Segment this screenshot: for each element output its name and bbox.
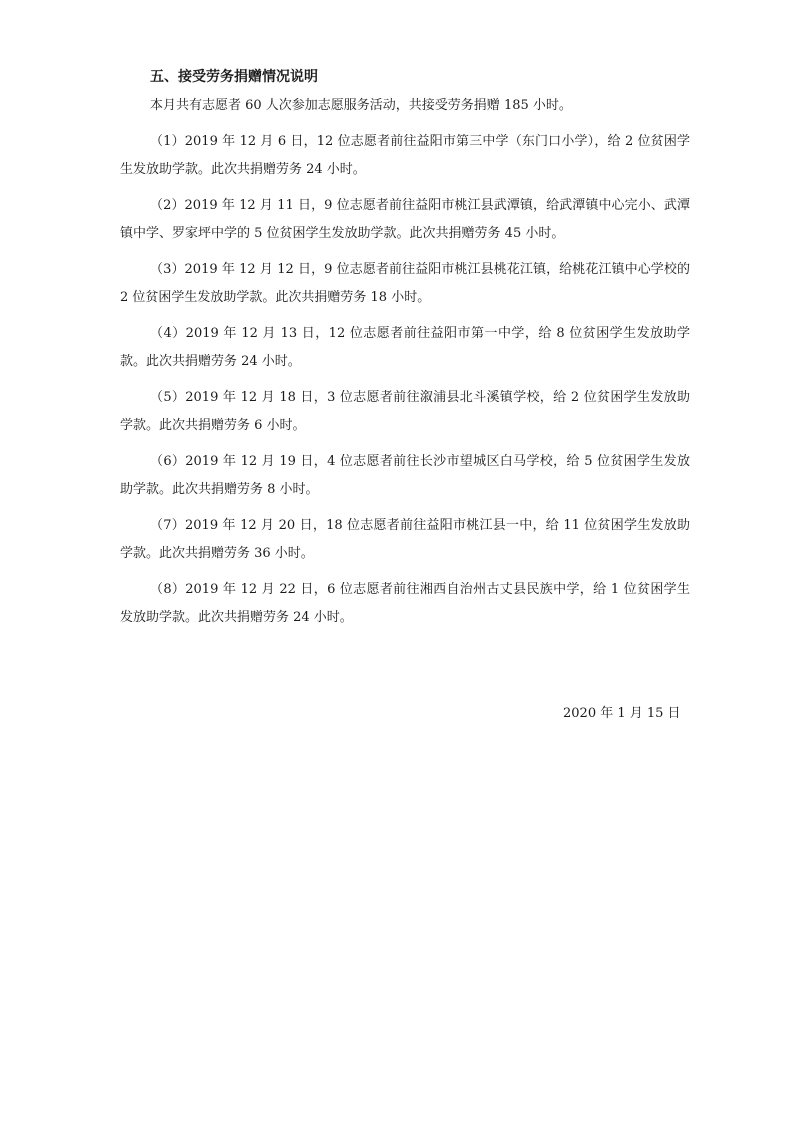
donation-item: （3）2019 年 12 月 12 日，9 位志愿者前往益阳市桃江县桃花江镇，给桃花江镇中心学校的 2 位贫困学生发放助学款。此次共捐赠劳务 18 小时。 bbox=[120, 262, 690, 305]
donation-item: （1）2019 年 12 月 6 日，12 位志愿者前往益阳市第三中学（东门口小学），给 2 位贫困学生发放助学款。此次共捐赠劳务 24 小时。 bbox=[120, 134, 690, 177]
section-heading: 五、接受劳务捐赠情况说明 bbox=[150, 69, 318, 85]
document-body bbox=[120, 62, 690, 632]
donation-item: （6）2019 年 12 月 19 日，4 位志愿者前往长沙市望城区白马学校，给 5 位贫困学生发放助学款。此次共捐赠劳务 8 小时。 bbox=[120, 454, 690, 497]
donation-item: （7）2019 年 12 月 20 日，18 位志愿者前往益阳市桃江县一中，给 11 位贫困学生发放助学款。此次共捐赠劳务 36 小时。 bbox=[120, 518, 690, 561]
document-date: 2020 年 1 月 15 日 bbox=[563, 706, 681, 721]
donation-item: （8）2019 年 12 月 22 日，6 位志愿者前往湘西自治州古丈县民族中学，给 1 位贫困学生发放助学款。此次共捐赠劳务 24 小时。 bbox=[120, 582, 690, 625]
donation-item: （2）2019 年 12 月 11 日，9 位志愿者前往益阳市桃江县武潭镇，给武潭镇中心完小、武潭镇中学、罗家坪中学的 5 位贫困学生发放助学款。此次共捐赠劳务 45 小时。 bbox=[120, 198, 690, 241]
donation-item: （5）2019 年 12 月 18 日，3 位志愿者前往溆浦县北斗溪镇学校，给 2 位贫困学生发放助学款。此次共捐赠劳务 6 小时。 bbox=[120, 390, 690, 433]
summary-paragraph: 本月共有志愿者 60 人次参加志愿服务活动，共接受劳务捐赠 185 小时。 bbox=[150, 98, 572, 113]
donation-item: （4）2019 年 12 月 13 日，12 位志愿者前往益阳市第一中学，给 8 位贫困学生发放助学款。此次共捐赠劳务 24 小时。 bbox=[120, 326, 690, 369]
